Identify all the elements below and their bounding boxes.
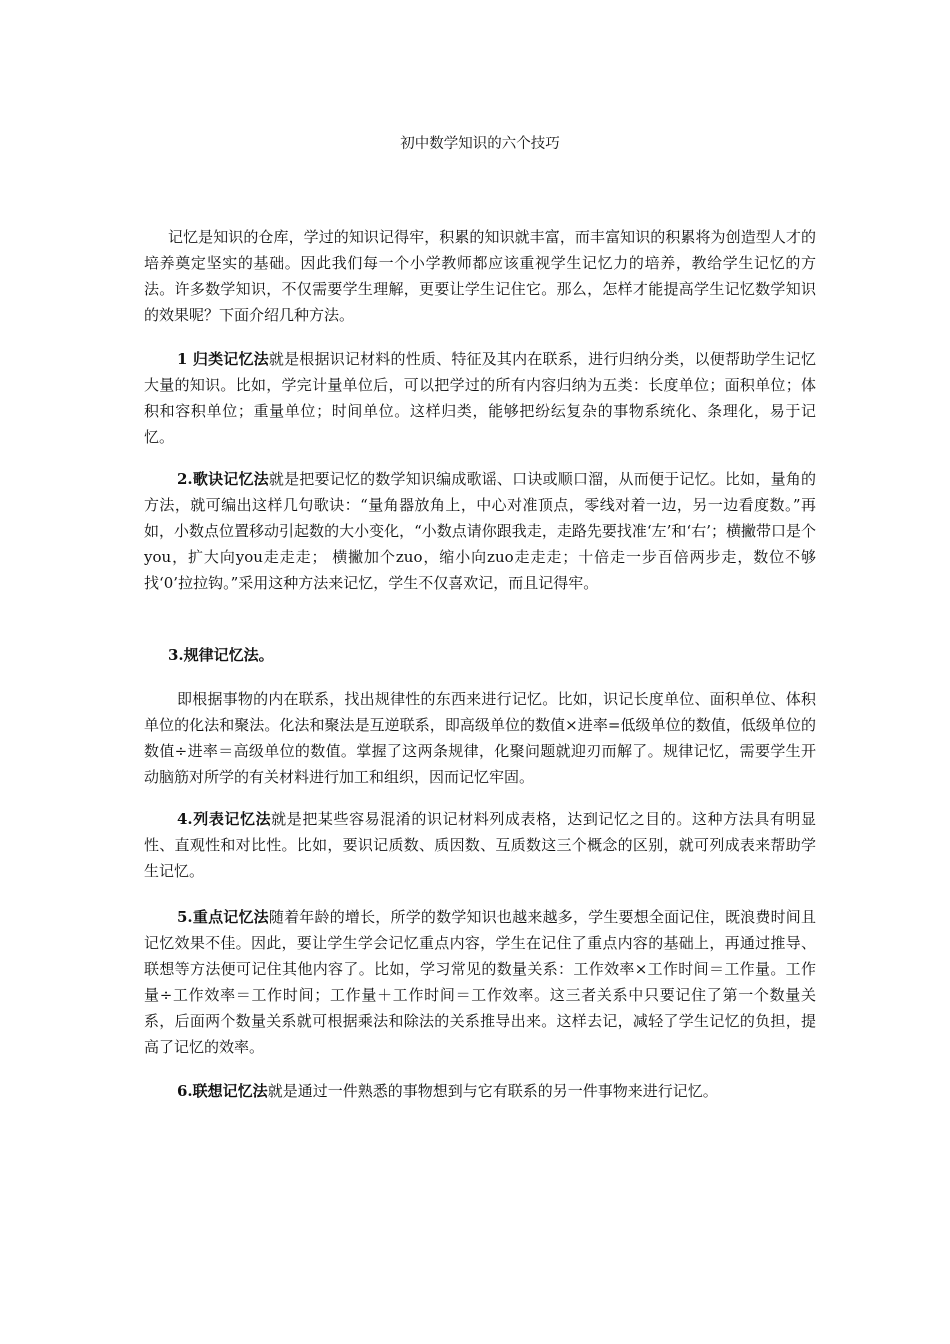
method-2-text: 就是把要记忆的数学知识编成歌谣、口诀或顺口溜，从而便于记忆。比如，量角的方法，就可编出这样几句歌诀：“量角器放角上，中心对准顶点，零线对着一边，另一边看度数。”再如，小数点位置移动引起数的大小变化，“小数点请你跟我走，走路先要找准‘左’和‘右’；横撇带口是个you，扩大向you走走走； 横撇加个zuo，缩小向zuo走走走；十倍走一步百倍两步走，数位不够找‘0’拉拉钩。”采用这种方法来记忆，学生不仅喜欢记，而且记得牢。 (144, 470, 816, 592)
method-5-name: 重点记忆法 (192, 908, 269, 926)
document-title: 初中数学知识的六个技巧 (400, 136, 560, 152)
method-6-paragraph (144, 1078, 816, 1104)
method-6-number: 6. (177, 1082, 193, 1100)
method-1-text: 就是根据识记材料的性质、特征及其内在联系，进行归纳分类，以便帮助学生记忆大量的知识。比如，学完计量单位后，可以把学过的所有内容归纳为五类：长度单位；面积单位；体积和容积单位；重量单位；时间单位。这样归类，能够把纷纭复杂的事物系统化、条理化，易于记忆。 (144, 350, 816, 446)
method-4-paragraph (144, 806, 816, 884)
method-3-name: 规律记忆法。 (183, 646, 274, 664)
method-5-number: 5. (177, 908, 193, 926)
method-3-number: 3. (168, 646, 184, 664)
method-4-number: 4. (177, 810, 193, 828)
method-6-text: 就是通过一件熟悉的事物想到与它有联系的另一件事物来进行记忆。 (267, 1082, 718, 1100)
method-3-heading (144, 642, 816, 668)
method-1-paragraph (144, 346, 816, 450)
method-6-name: 联想记忆法 (192, 1082, 268, 1100)
method-1-name: 归类记忆法 (192, 350, 269, 368)
method-4-text: 就是把某些容易混淆的识记材料列成表格，达到记忆之目的。这种方法具有明显性、直观性和对比性。比如，要识记质数、质因数、互质数这三个概念的区别，就可列成表来帮助学生记忆。 (144, 810, 816, 880)
method-2-paragraph (144, 466, 816, 596)
intro-paragraph: 记忆是知识的仓库，学过的知识记得牢，积累的知识就丰富，而丰富知识的积累将为创造型人才的培养奠定坚实的基础。因此我们每一个小学教师都应该重视学生记忆力的培养，教给学生记忆的方法。许多数学知识，不仅需要学生理解，更要让学生记住它。那么，怎样才能提高学生记忆数学知识的效果呢？下面介绍几种方法。 (144, 228, 816, 324)
method-2-name: 歌诀记忆法 (192, 470, 269, 488)
method-3-paragraph (144, 686, 816, 790)
method-3-text: 即根据事物的内在联系，找出规律性的东西来进行记忆。比如，识记长度单位、面积单位、体积单位的化法和聚法。化法和聚法是互逆联系，即高级单位的数值×进率=低级单位的数值，低级单位的数值÷进率＝高级单位的数值。掌握了这两条规律，化聚问题就迎刃而解了。规律记忆，需要学生开动脑筋对所学的有关材料进行加工和组织，因而记忆牢固。 (144, 690, 816, 786)
method-1-number: 1 (177, 350, 193, 368)
method-5-text: 随着年龄的增长，所学的数学知识也越来越多，学生要想全面记住，既浪费时间且记忆效果不佳。因此，要让学生学会记忆重点内容，学生在记住了重点内容的基础上，再通过推导、联想等方法便可记住其他内容了。比如，学习常见的数量关系：工作效率×工作时间＝工作量。工作量÷工作效率＝工作时间；工作量＋工作时间＝工作效率。这三者关系中只要记住了第一个数量关系，后面两个数量关系就可根据乘法和除法的关系推导出来。这样去记，减轻了学生记忆的负担，提高了记忆的效率。 (144, 908, 816, 1056)
method-2-number: 2. (177, 470, 193, 488)
method-5-paragraph (144, 904, 816, 1060)
method-4-name: 列表记忆法 (192, 810, 272, 828)
